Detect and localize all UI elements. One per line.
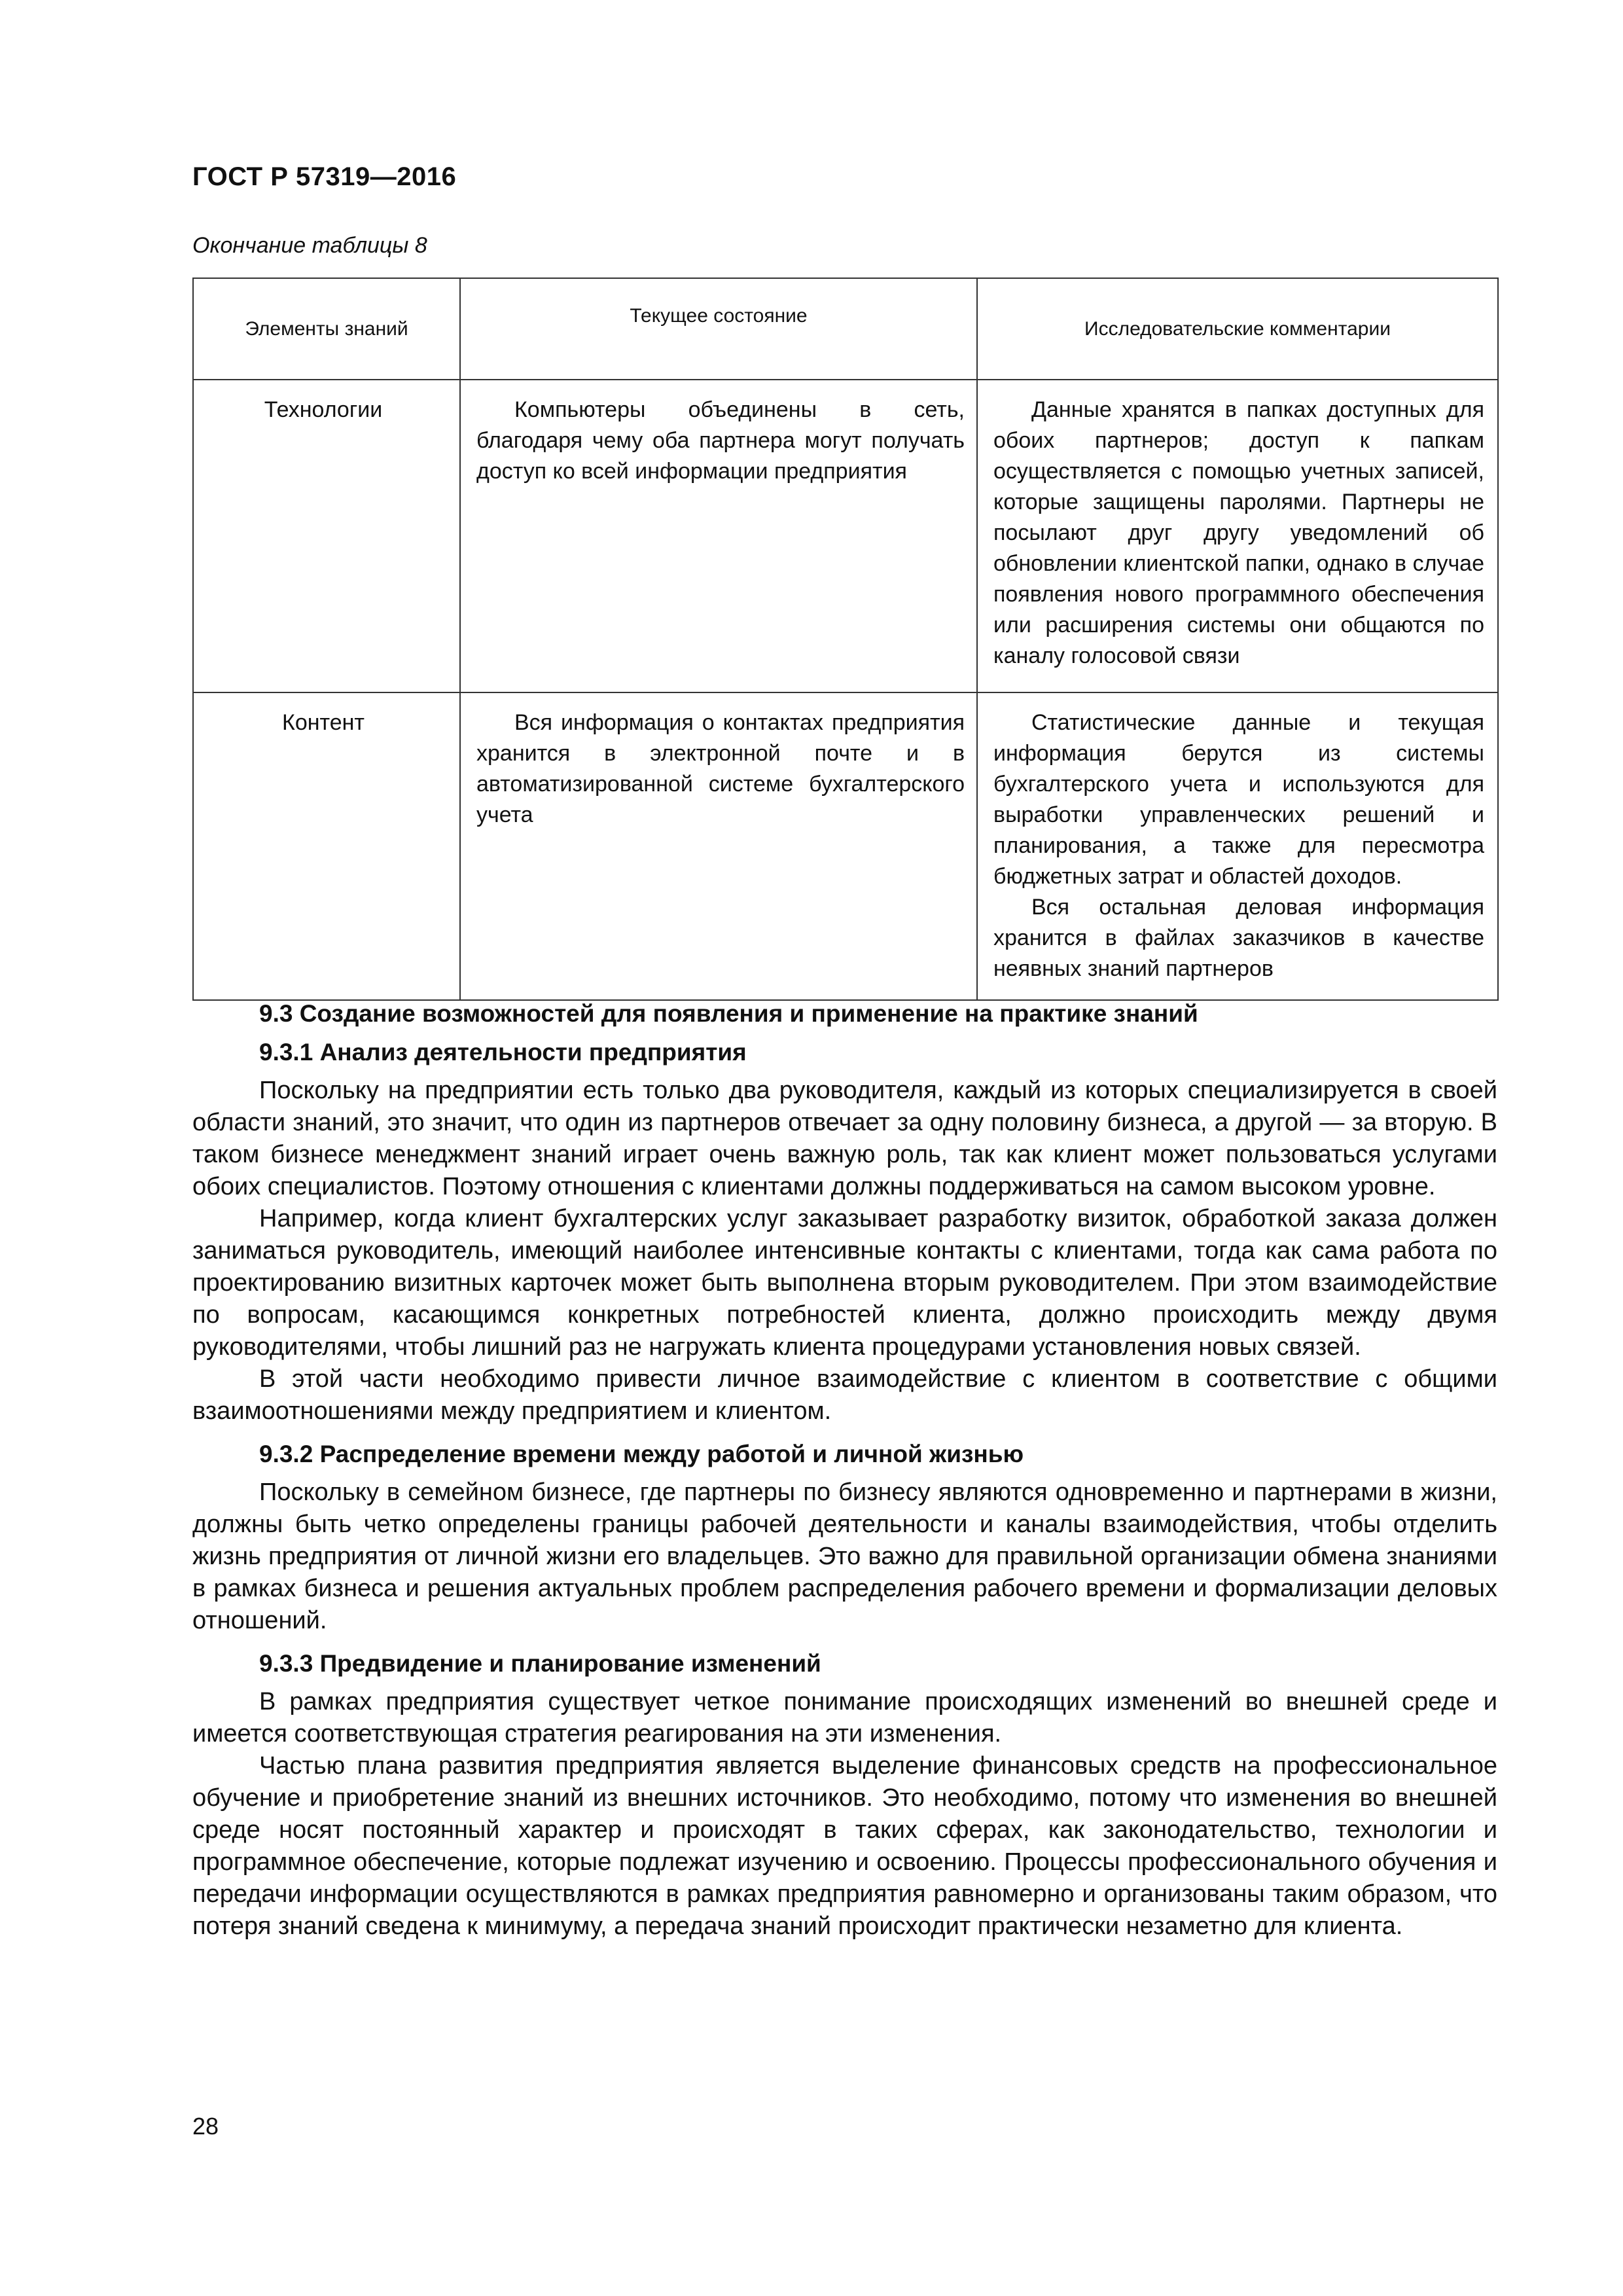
table-row xyxy=(193,692,1498,1000)
knowledge-table xyxy=(192,278,1499,1001)
body-text xyxy=(192,997,1497,1943)
table-header-row xyxy=(193,278,1498,380)
body-paragraph: Например, когда клиент бухгалтерских услуг заказывает разработку визиток, обработкой заказа должен заниматься руководитель, имеющий наиболее интенсивные контакты с клиентами, тогда как сама работа по проектированию визитных карточек может быть выполнена вторым руководителем. При этом взаимодействие по вопросам, касающимся конкретных потребностей клиента, должно происходить между двумя руководителями, чтобы лишний раз не нагружать клиента процедурами установления новых связей. xyxy=(192,1205,1497,1361)
state-cell xyxy=(460,380,977,692)
body-paragraph: Поскольку в семейном бизнесе, где партнеры по бизнесу являются одновременно и партнерами в жизни, должны быть четко определены границы рабочей деятельности и каналы взаимодействия, чтобы отделить жизнь предприятия от личной жизни его владельцев. Это важно для правильной организации обмена знаниями в рамках бизнеса и решения актуальных проблем распределения рабочего времени и формализации деловых отношений. xyxy=(192,1479,1497,1634)
section-heading: 9.3.1 Анализ деятельности предприятия xyxy=(259,1039,747,1066)
cell-paragraph: Данные хранятся в папках доступных для обоих партнеров; доступ к папкам осуществляется с помощью учетных записей, которые защищены паролями. Партнеры не посылают друг другу уведомлений об обновлении клиентской папки, однако в случае появления нового программного обеспечения или расширения системы они общаются по каналу голосовой связи xyxy=(993,397,1484,668)
cell-paragraph: Статистические данные и текущая информация берутся из системы бухгалтерского учета и используются для выработки управленческих решений и планирования, а также для пересмотра бюджетных затрат и областей доходов. xyxy=(993,710,1484,889)
cell-paragraph: Вся остальная деловая информация хранится в файлах заказчиков в качестве неявных знаний партнеров xyxy=(993,895,1484,981)
body-paragraph: В этой части необходимо привести личное взаимодействие с клиентом в соответствие с общими взаимоотношениями между предприятием и клиентом. xyxy=(192,1365,1497,1425)
column-header: Текущее состояние xyxy=(460,278,977,380)
column-header: Элементы знаний xyxy=(193,278,460,380)
element-cell: Контент xyxy=(193,692,460,1000)
table-row xyxy=(193,380,1498,692)
table-caption: Окончание таблицы 8 xyxy=(192,233,427,258)
column-header: Исследовательские комментарии xyxy=(977,278,1498,380)
body-paragraph: В рамках предприятия существует четкое понимание происходящих изменений во внешней среде и имеется соответствующая стратегия реагирования на эти изменения. xyxy=(192,1688,1497,1748)
section-heading: 9.3 Создание возможностей для появления и применение на практике знаний xyxy=(259,1000,1198,1027)
comment-cell xyxy=(977,692,1498,1000)
document-code: ГОСТ Р 57319—2016 xyxy=(192,162,457,191)
state-cell xyxy=(460,692,977,1000)
cell-paragraph: Вся информация о контактах предприятия хранится в электронной почте и в автоматизированной системе бухгалтерского учета xyxy=(476,710,965,827)
body-paragraph: Поскольку на предприятии есть только два руководителя, каждый из которых специализируется в своей области знаний, это значит, что один из партнеров отвечает за одну половину бизнеса, а другой — за вторую. В таком бизнесе менеджмент знаний играет очень важную роль, так как клиент может пользоваться услугами обоих специалистов. Поэтому отношения с клиентами должны поддерживаться на самом высоком уровне. xyxy=(192,1077,1497,1200)
section-heading: 9.3.3 Предвидение и планирование изменений xyxy=(259,1650,821,1677)
cell-paragraph: Компьютеры объединены в сеть, благодаря чему оба партнера могут получать доступ ко всей информации предприятия xyxy=(476,397,965,484)
element-cell: Технологии xyxy=(193,380,460,692)
section-heading: 9.3.2 Распределение времени между работой и личной жизнью xyxy=(259,1441,1024,1467)
comment-cell xyxy=(977,380,1498,692)
page-number: 28 xyxy=(192,2113,219,2140)
body-paragraph: Частью плана развития предприятия является выделение финансовых средств на профессиональное обучение и приобретение знаний из внешних источников. Это необходимо, потому что изменения во внешней среде носят постоянный характер и происходят в таких сферах, как законодательство, технологии и программное обеспечение, которые подлежат изучению и освоению. Процессы профессионального обучения и передачи информации осуществляются в рамках предприятия равномерно и организованы таким образом, что потеря знаний сведена к минимуму, а передача знаний происходит практически незаметно для клиента. xyxy=(192,1752,1497,1940)
